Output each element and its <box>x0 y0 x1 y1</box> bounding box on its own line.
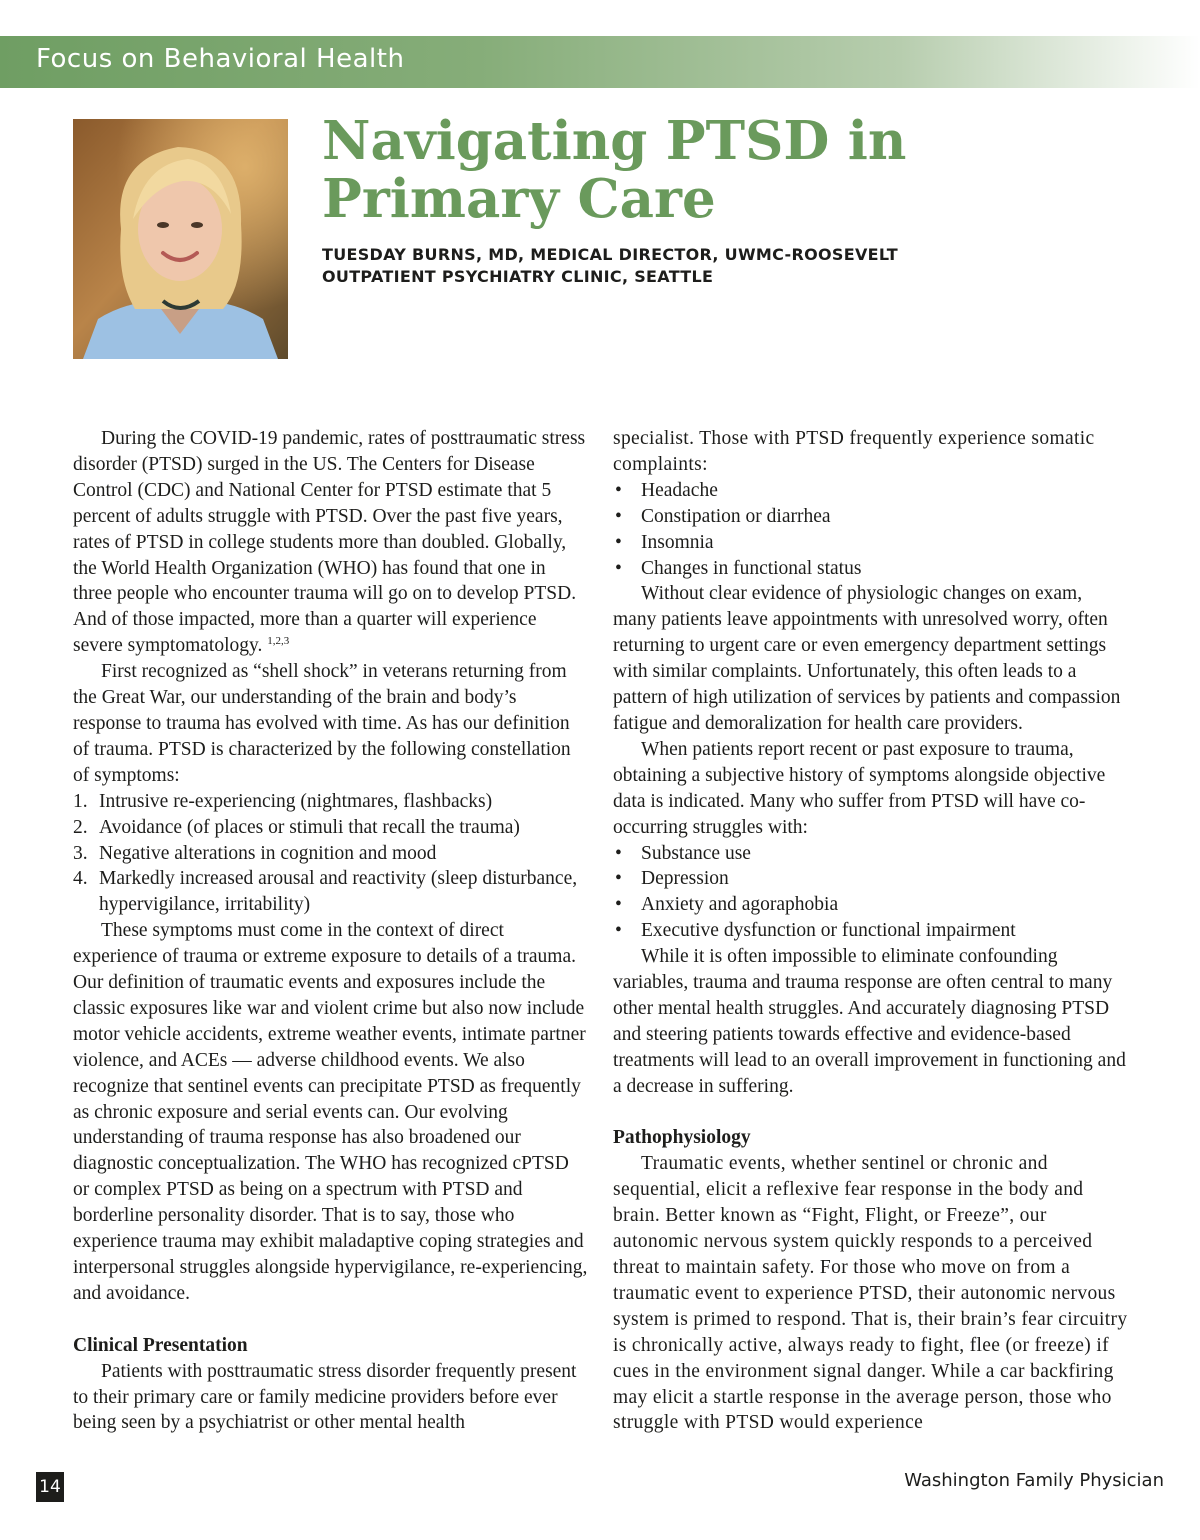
list-item-text: Headache <box>641 479 718 501</box>
list-item-text: Executive dysfunction or functional impairment <box>641 920 1016 942</box>
bullet: • <box>615 920 622 942</box>
bullet: • <box>615 894 622 916</box>
right-column <box>613 426 1128 1436</box>
bullet: • <box>615 842 622 864</box>
bullet: • <box>615 868 622 890</box>
list-item-text: Insomnia <box>641 531 714 553</box>
list-number: 1. <box>73 790 88 812</box>
author-photo <box>73 119 288 359</box>
somatic-list <box>613 478 1128 582</box>
paragraph: Patients with posttraumatic stress disorder frequently present to their primary care or family medicine providers before ever being seen by a psychiatrist or other mental health <box>73 1360 577 1434</box>
cooccurring-list <box>613 841 1128 945</box>
paragraph: Without clear evidence of physiologic changes on exam, many patients leave appointments with unresolved worry, often returning to urgent care or even emergency department settings with similar complaints. Unfortunately, this often leads to a pattern of high utilization of services by patients and compassion fatigue and demoralization for health care providers. <box>613 583 1121 734</box>
reference-superscript: 1,2,3 <box>267 635 290 648</box>
list-item-text: Depression <box>641 868 729 890</box>
paragraph: These symptoms must come in the context of direct experience of trauma or extreme exposure to details of a trauma. Our definition of traumatic events and exposures include the classic exposures like war and violent crime but also now include motor vehicle accidents, extreme weather events, intimate partner violence, and ACEs — adverse childhood events. We also recognize that sentinel events can precipitate PTSD as frequently as chronic exposure and serial events can. Our evolving understanding of trauma response has also broadened our diagnostic conceptualization. The WHO has recognized cPTSD or complex PTSD as being on a spectrum with PTSD and borderline personality disorder. That is to say, those who experience trauma may exhibit maladaptive coping strategies and interpersonal struggles alongside hypervigilance, re-experiencing, and avoidance. <box>73 920 588 1304</box>
title-line: Navigating PTSD in <box>322 110 907 172</box>
byline-line: TUESDAY BURNS, MD, MEDICAL DIRECTOR, UWMC-ROOSEVELT <box>322 245 898 264</box>
list-number: 3. <box>73 842 88 864</box>
section-banner <box>0 36 1200 88</box>
list-item <box>613 556 1128 582</box>
list-item <box>73 789 588 815</box>
bullet: • <box>615 557 622 579</box>
byline-line: OUTPATIENT PSYCHIATRY CLINIC, SEATTLE <box>322 267 714 286</box>
author-byline <box>322 244 898 288</box>
list-item <box>613 530 1128 556</box>
paragraph: specialist. Those with PTSD frequently experience somatic complaints: <box>613 428 1095 475</box>
article-title <box>322 112 906 228</box>
list-item <box>613 918 1128 944</box>
paragraph: While it is often impossible to eliminate confounding variables, trauma and trauma response are often central to many other mental health struggles. And accurately diagnosing PTSD and steering patients towards effective and evidence-based treatments will lead to an overall improvement in functioning and a decrease in suffering. <box>613 946 1126 1097</box>
list-item <box>73 815 588 841</box>
list-number: 4. <box>73 868 88 890</box>
list-item <box>613 841 1128 867</box>
spacer <box>613 1100 1128 1126</box>
list-item-text: Anxiety and agoraphobia <box>641 894 839 916</box>
paragraph-text: During the COVID-19 pandemic, rates of posttraumatic stress disorder (PTSD) surged in the US. The Centers for Disease Control (CDC) and National Center for PTSD estimate that 5 percent of adults struggle with PTSD. Over the past five years, rates of PTSD in college students more than doubled. Globally, the World Health Organization (WHO) has found that one in three people who encounter trauma will go on to develop PTSD. And of those impacted, more than a quarter will experience severe symptomatology. <box>73 428 586 657</box>
list-number: 2. <box>73 816 88 838</box>
spacer <box>73 1307 588 1333</box>
paragraph: First recognized as “shell shock” in veterans returning from the Great War, our understanding of the brain and body’s response to trauma has evolved with time. As has our definition of trauma. PTSD is characterized by the following constellation of symptoms: <box>73 661 571 786</box>
bullet: • <box>615 505 622 527</box>
paragraph <box>73 426 588 659</box>
paragraph: When patients report recent or past exposure to trauma, obtaining a subjective history of symptoms alongside objective data is indicated. Many who suffer from PTSD will have co-occurring struggles with: <box>613 738 1106 838</box>
list-item-text: Markedly increased arousal and reactivity (sleep disturbance, hypervigilance, irritability) <box>99 868 578 916</box>
paragraph: Traumatic events, whether sentinel or chronic and sequential, elicit a reflexive fear response in the body and brain. Better known as “Fight, Flight, or Freeze”, our autonomic nervous system quickly responds to a perceived threat to maintain safety. For those who move on from a traumatic event to experience PTSD, their autonomic nervous system is primed to respond. That is, their brain’s fear circuitry is chronically active, always ready to fight, flee (or freeze) if cues in the environment signal danger. While a car backfiring may elicit a startle response in the average person, those who struggle with PTSD would experience <box>613 1153 1128 1434</box>
publication-name: Washington Family Physician <box>904 1470 1164 1491</box>
list-item <box>613 478 1128 504</box>
list-item-text: Avoidance (of places or stimuli that recall the trauma) <box>99 816 520 838</box>
list-item-text: Intrusive re-experiencing (nightmares, flashbacks) <box>99 790 493 812</box>
symptom-list <box>73 789 588 919</box>
left-column <box>73 426 588 1436</box>
list-item-text: Negative alterations in cognition and mood <box>99 842 437 864</box>
list-item <box>613 504 1128 530</box>
bullet: • <box>615 531 622 553</box>
bullet: • <box>615 479 622 501</box>
title-line: Primary Care <box>322 168 716 230</box>
list-item <box>73 866 588 918</box>
section-heading: Clinical Presentation <box>73 1334 248 1356</box>
list-item <box>613 892 1128 918</box>
section-heading: Pathophysiology <box>613 1127 751 1149</box>
list-item <box>73 841 588 867</box>
list-item-text: Substance use <box>641 842 751 864</box>
list-item <box>613 866 1128 892</box>
section-title: Focus on Behavioral Health <box>36 44 405 74</box>
page-number: 14 <box>36 1472 64 1502</box>
list-item-text: Changes in functional status <box>641 557 862 579</box>
list-item-text: Constipation or diarrhea <box>641 505 831 527</box>
